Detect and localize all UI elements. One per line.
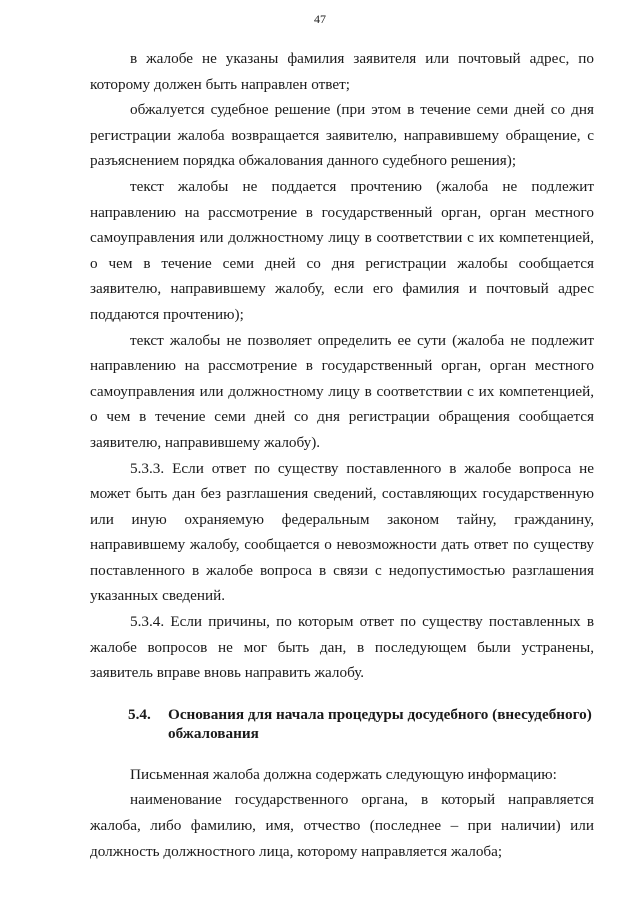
paragraph-unreadable-text: текст жалобы не поддается прочтению (жалоба не подлежит направлению на рассмотрение в государственный орган, орган местного самоуправления или должностному лицу в соответствии с их компетенцией, о чем в течение семи дней со дня регистрации жалобы сообщается заявителю, направившему жалобу, если его фамилия и почтовый адрес поддаются прочтению); — [90, 177, 594, 323]
page-number: 47 — [314, 12, 326, 26]
section-heading-number: 5.4. — [128, 705, 151, 723]
paragraph-5-3-3: 5.3.3. Если ответ по существу поставленного в жалобе вопроса не может быть дан без разглашения сведений, составляющих государственную или иную охраняемую федеральным законом тайну, гражданину, направившему жалобу, сообщается о невозможности дать ответ по существу поставленного в жалобе вопроса в связи с недопустимостью разглашения указанных сведений. — [90, 459, 594, 605]
paragraph-missing-name-address: в жалобе не указаны фамилия заявителя или почтовый адрес, по которому должен быть направлен ответ; — [90, 50, 594, 93]
paragraph-5-3-4: 5.3.4. Если причины, по которым ответ по существу поставленных в жалобе вопросов не мог быть дан, в последующем были устранены, заявитель вправе вновь направить жалобу. — [90, 613, 594, 682]
paragraph-court-decision: обжалуется судебное решение (при этом в течение семи дней со дня регистрации жалоба возвращается заявителю, направившему обращение, с разъяснением порядка обжалования данного судебного решения); — [90, 101, 594, 170]
section-heading-title: Основания для начала процедуры досудебного (внесудебного) обжалования — [168, 705, 592, 742]
paragraph-written-complaint: Письменная жалоба должна содержать следующую информацию: — [130, 765, 557, 783]
paragraph-authority-name: наименование государственного органа, в который направляется жалоба, либо фамилию, имя, отчество (последнее – при наличии) или должность должностного лица, которому направляется жалоба; — [90, 791, 594, 860]
section-heading-5-4 — [90, 705, 594, 743]
document-body — [90, 46, 594, 864]
paragraph-undeterminable-essence: текст жалобы не позволяет определить ее сути (жалоба не подлежит направлению на рассмотрение в государственный орган, орган местного самоуправления или должностному лицу в соответствии с их компетенцией, о чем в течение семи дней со дня регистрации обращения сообщается заявителю, направившему жалобу). — [90, 331, 594, 451]
